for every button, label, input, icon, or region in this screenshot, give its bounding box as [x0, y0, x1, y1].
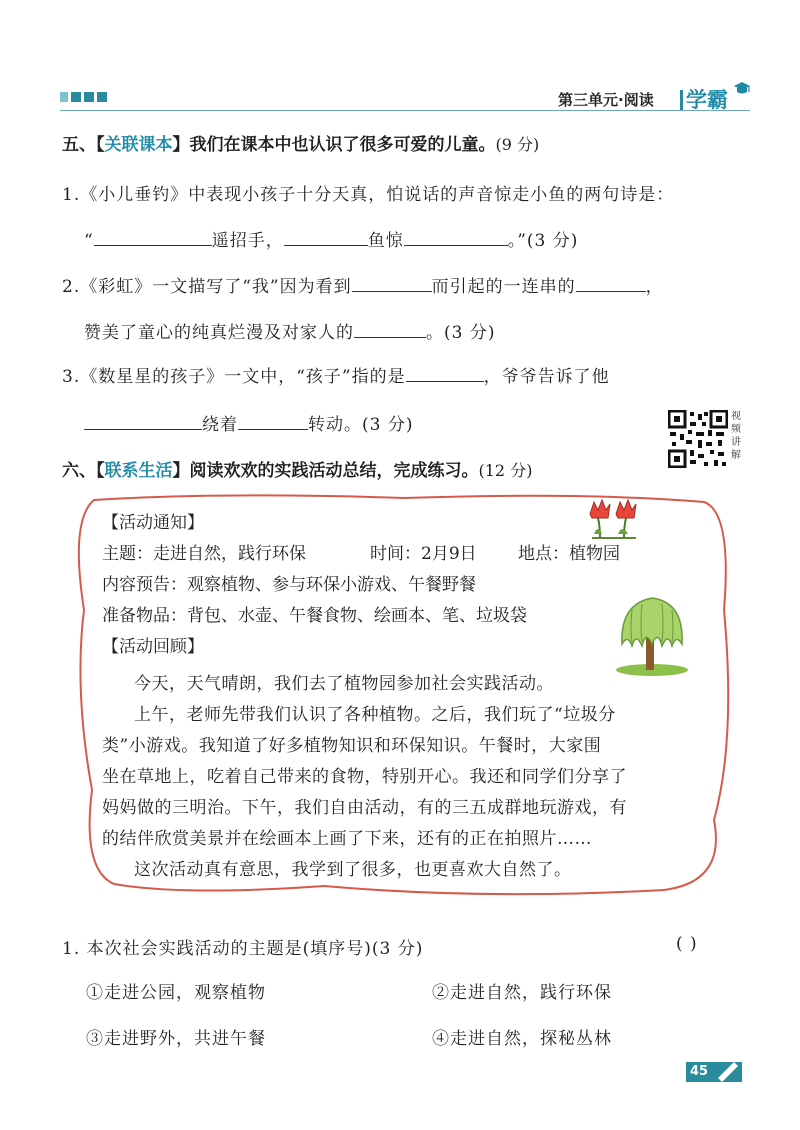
answer-bracket[interactable]: ( ) — [676, 934, 698, 954]
q1-number: 1. — [62, 185, 81, 205]
brand-logo: 学霸 — [686, 88, 728, 112]
unit-title: 第三单元·阅读 — [558, 91, 654, 109]
q1-text: 《小儿垂钓》中表现小孩子十分天真，怕说话的声音惊走小鱼的两句诗是： — [80, 185, 675, 205]
q3-blank-1[interactable] — [406, 365, 484, 382]
section6-tag: 联系生活 — [104, 461, 173, 481]
q3-blank-2[interactable] — [84, 413, 202, 430]
section6-number: 六、 — [62, 461, 96, 481]
q1-line2 — [84, 226, 578, 251]
q2-blank-2[interactable] — [576, 275, 646, 292]
q3-number: 3. — [62, 367, 81, 387]
q1-part1: 遥招手， — [211, 231, 284, 251]
time-value: 2月9日 — [421, 544, 477, 564]
q3-text-b: ，爷爷告诉了他 — [483, 367, 610, 387]
items-label: 准备物品： — [102, 606, 187, 626]
review-line: 妈妈做的三明治。下午，我们自由活动，有的三五成群地玩游戏，有 — [102, 798, 627, 818]
section5-title: 我们在课本中也认识了很多可爱的儿童。 — [189, 135, 496, 155]
q3-line2-b: 转动。(3 分) — [308, 415, 414, 435]
content-value: 观察植物、参与环保小游戏、午餐野餐 — [187, 575, 476, 595]
q1-blank-1[interactable] — [94, 229, 212, 246]
q2-line2-a: 赞美了童心的纯真烂漫及对家人的 — [84, 323, 354, 343]
section5-score: (9 分) — [495, 135, 540, 154]
flowers-illustration — [586, 498, 642, 542]
section5-tag-open: 【 — [96, 135, 105, 155]
section5-heading — [62, 130, 539, 155]
place-value: 植物园 — [569, 544, 620, 564]
notice-row-2 — [102, 570, 476, 601]
q1-blank-3[interactable] — [404, 229, 508, 246]
section6-heading — [62, 456, 532, 481]
qr-label: 视频讲解 — [731, 411, 741, 461]
review-heading: 【活动回顾】 — [102, 637, 204, 657]
option-4[interactable]: ④走进自然，探秘丛林 — [432, 1029, 612, 1049]
exercise-q1: 1. 本次社会实践活动的主题是(填序号)(3 分) — [62, 939, 424, 959]
q2-text-b: 而引起的一连串的 — [431, 277, 576, 297]
items-value: 背包、水壶、午餐食物、绘画本、笔、垃圾袋 — [187, 606, 527, 626]
content-label: 内容预告： — [102, 575, 187, 595]
review-line: 类”小游戏。我知道了好多植物知识和环保知识。午餐时，大家围 — [102, 736, 602, 756]
section5-tag-close: 】 — [172, 135, 190, 155]
place-label: 地点： — [518, 544, 569, 564]
q3-line1 — [62, 362, 610, 387]
section6-title: 阅读欢欢的实践活动总结，完成练习。 — [189, 461, 479, 481]
q2-line2-b: 。(3 分) — [426, 323, 496, 343]
review-line: 坐在草地上，吃着自己带来的食物，特别开心。我还和同学们分享了 — [102, 767, 627, 787]
theme-value: 走进自然，践行环保 — [153, 544, 306, 564]
q2-text-a: 《彩虹》一文描写了“我”因为看到 — [80, 277, 352, 297]
option-2[interactable]: ②走进自然，践行环保 — [432, 983, 612, 1003]
q3-text-a: 《数星星的孩子》一文中，“孩子”指的是 — [80, 367, 406, 387]
section5-number: 五、 — [62, 135, 96, 155]
section6-tag-close: 】 — [172, 461, 190, 481]
q2-line1 — [62, 272, 664, 297]
pencil-icon — [712, 1058, 742, 1084]
qr-code[interactable] — [668, 410, 728, 468]
review-line: 这次活动真有意思，我学到了很多，也更喜欢大自然了。 — [134, 860, 572, 880]
tree-illustration — [612, 594, 692, 676]
header-divider — [60, 110, 750, 111]
graduation-cap-icon — [733, 80, 751, 96]
time-label: 时间： — [370, 544, 421, 564]
notice-row-3 — [102, 601, 527, 632]
q2-text-c: ， — [645, 277, 664, 297]
q1-close: 。”(3 分) — [507, 231, 579, 251]
q1-blank-2[interactable] — [284, 229, 368, 246]
header-bar — [680, 90, 683, 110]
q1-part2: 鱼惊 — [367, 231, 404, 251]
page-number: 45 — [686, 1062, 712, 1082]
q3-line2-a: 绕着 — [202, 415, 238, 435]
q2-blank-1[interactable] — [352, 275, 432, 292]
q3-line2 — [84, 410, 413, 435]
review-line: 上午，老师先带我们认识了各种植物。之后，我们玩了“垃圾分 — [134, 705, 616, 725]
q1-open-quote: “ — [84, 231, 94, 251]
notice-row-1 — [102, 539, 692, 570]
time-field — [370, 539, 477, 570]
section6-score: (12 分) — [478, 461, 533, 480]
theme-label: 主题： — [102, 544, 153, 564]
header-decoration — [60, 92, 107, 102]
review-line: 今天，天气晴朗，我们去了植物园参加社会实践活动。 — [134, 674, 554, 694]
q2-blank-3[interactable] — [354, 321, 426, 338]
option-3[interactable]: ③走进野外，共进午餐 — [86, 1029, 266, 1049]
section5-tag: 关联课本 — [104, 135, 173, 155]
section6-tag-open: 【 — [96, 461, 105, 481]
option-1[interactable]: ①走进公园，观察植物 — [86, 983, 266, 1003]
place-field — [518, 539, 620, 570]
q3-blank-3[interactable] — [238, 413, 308, 430]
q1-line1 — [62, 180, 674, 205]
q2-line2 — [84, 318, 495, 343]
notice-heading: 【活动通知】 — [102, 513, 204, 533]
q2-number: 2. — [62, 277, 81, 297]
review-line: 的结伴欣赏美景并在绘画本上画了下来，还有的正在拍照片…… — [102, 829, 592, 849]
